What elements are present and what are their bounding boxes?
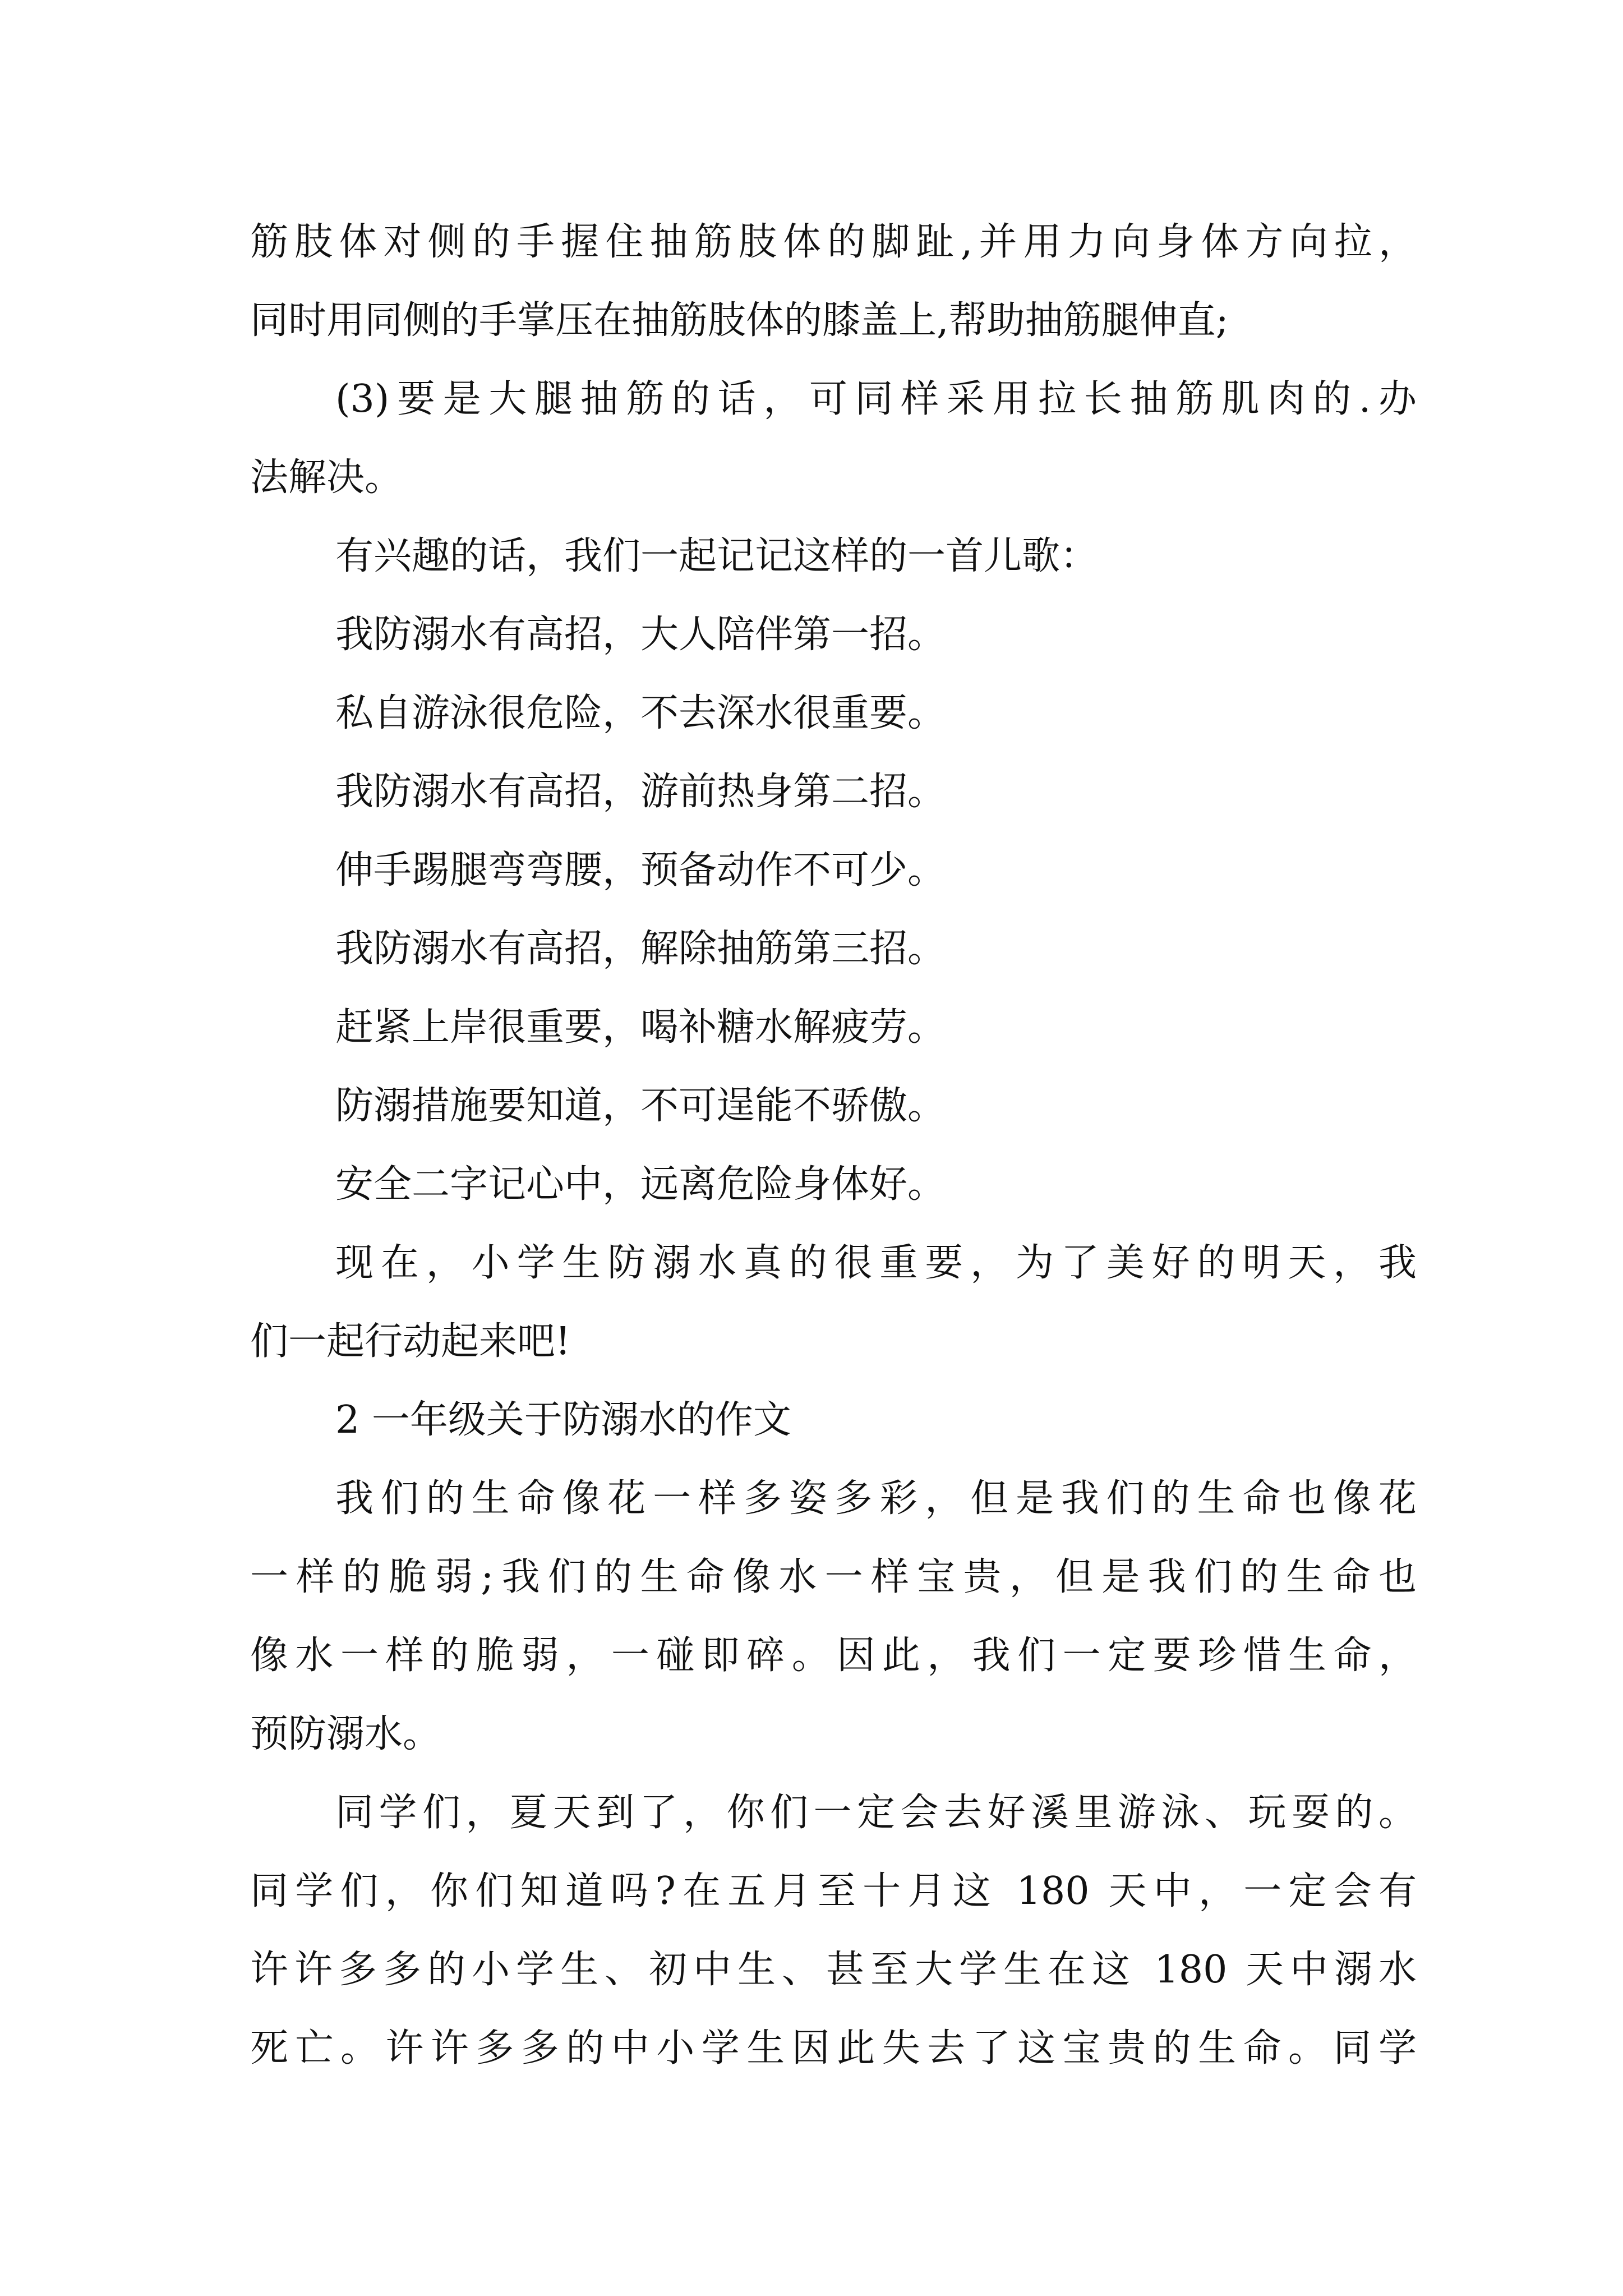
document-body [250, 203, 1417, 2088]
text-line: 死亡。许许多多的中小学生因此失去了这宝贵的生命。同学 [250, 2026, 1417, 2070]
text-line: 筋肢体对侧的手握住抽筋肢体的脚趾,并用力向身体方向拉， [250, 220, 1417, 264]
text-line: 同学们，夏天到了，你们一定会去好溪里游泳、玩耍的。 [335, 1791, 1417, 1835]
text-line: 一样的脆弱;我们的生命像水一样宝贵，但是我们的生命也 [250, 1555, 1417, 1599]
text-line: 我们的生命像花一样多姿多彩，但是我们的生命也像花 [335, 1476, 1417, 1521]
text-line: 安全二字记心中，远离危险身体好。 [335, 1162, 946, 1207]
text-line: 2 一年级关于防溺水的作文 [335, 1398, 791, 1442]
text-line: 们一起行动起来吧! [250, 1319, 571, 1364]
text-line: (3)要是大腿抽筋的话，可同样采用拉长抽筋肌肉的.办 [335, 377, 1417, 421]
text-line: 法解决。 [250, 455, 403, 500]
text-line: 私自游泳很危险，不去深水很重要。 [335, 691, 946, 735]
text-line: 同学们，你们知道吗?在五月至十月这 180 天中，一定会有 [250, 1869, 1417, 1913]
text-line: 伸手踢腿弯弯腰，预备动作不可少。 [335, 848, 946, 892]
text-line: 像水一样的脆弱，一碰即碎。因此，我们一定要珍惜生命， [250, 1634, 1417, 1678]
text-line: 有兴趣的话，我们一起记记这样的一首儿歌： [335, 534, 1099, 578]
text-line: 我防溺水有高招，大人陪伴第一招。 [335, 613, 946, 657]
text-line: 防溺措施要知道，不可逞能不骄傲。 [335, 1084, 946, 1128]
text-line: 许许多多的小学生、初中生、甚至大学生在这 180 天中溺水 [250, 1948, 1417, 1992]
text-line: 同时用同侧的手掌压在抽筋肢体的膝盖上,帮助抽筋腿伸直; [250, 298, 1229, 343]
text-line: 我防溺水有高招，游前热身第二招。 [335, 770, 946, 814]
text-line: 赶紧上岸很重要，喝补糖水解疲劳。 [335, 1005, 946, 1050]
text-line: 现在，小学生防溺水真的很重要，为了美好的明天，我 [335, 1241, 1417, 1285]
text-line: 预防溺水。 [250, 1712, 441, 1756]
text-line: 我防溺水有高招，解除抽筋第三招。 [335, 927, 946, 971]
